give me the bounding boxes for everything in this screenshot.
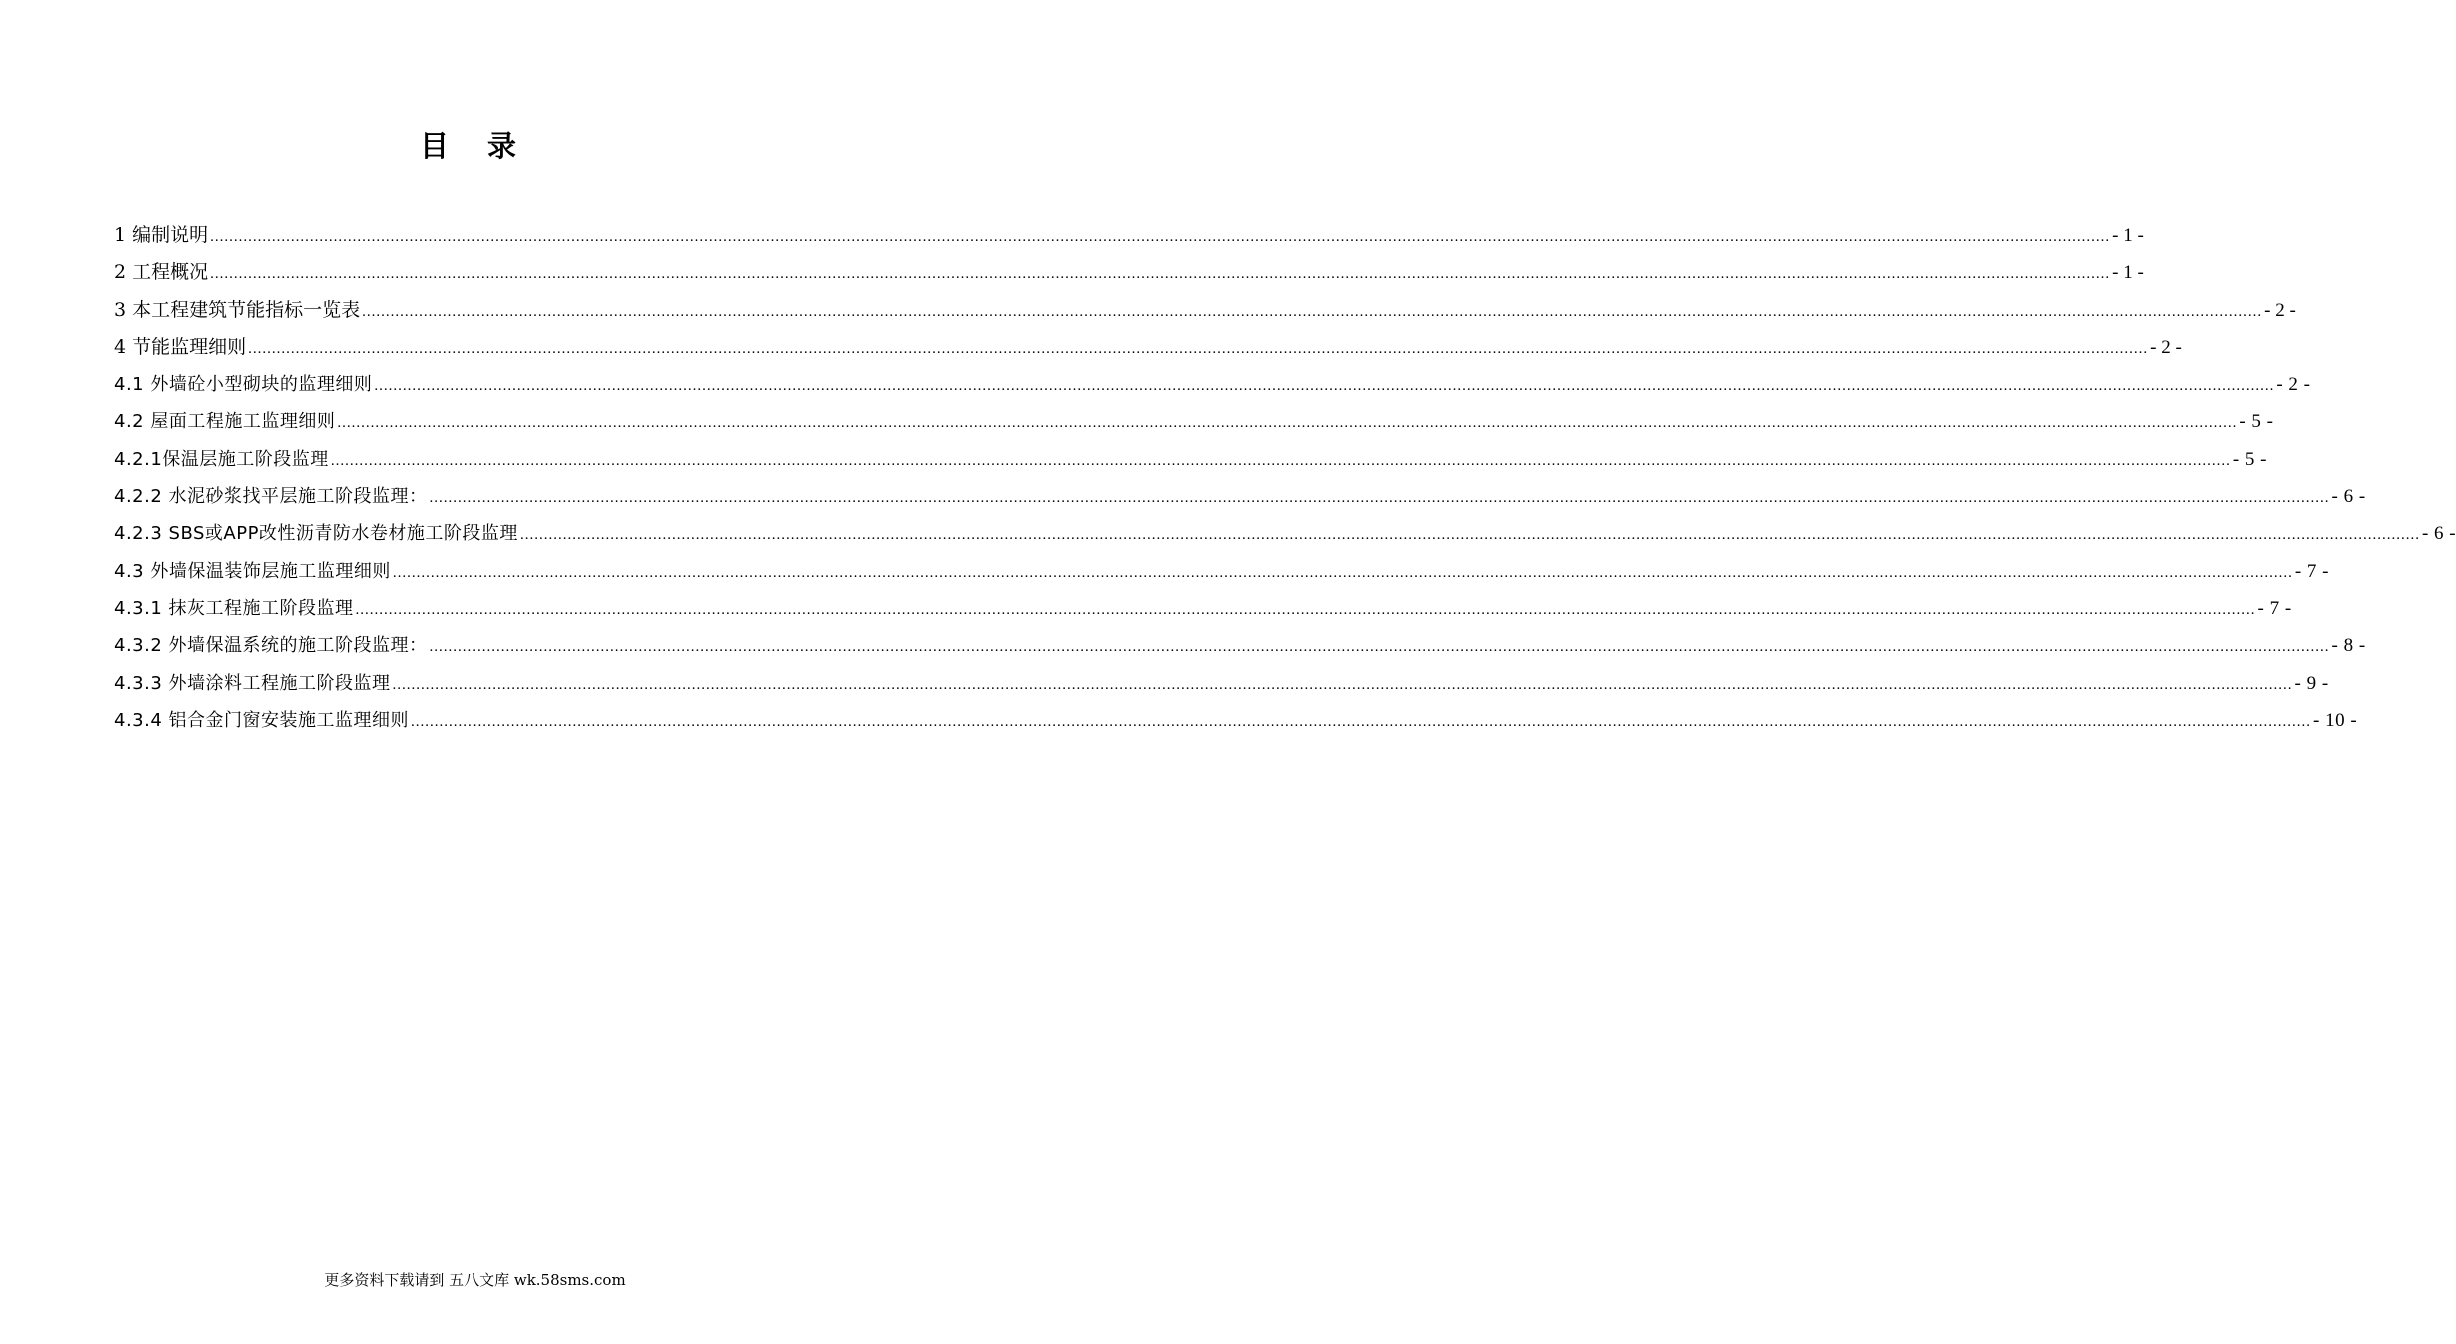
dot-leader: ................................................................................................................................................................................................................................................................................................................................................................................................................: [374, 378, 2275, 395]
toc-entry-text: 4 节能监理细则: [114, 335, 247, 358]
toc-entry-text: 4.3.4 铝合金门窗安装施工监理细则: [114, 709, 410, 731]
toc-page-number: - 2 -: [2264, 299, 2296, 321]
dot-leader: ................................................................................................................................................................................................................................................................................................................................................................................................................: [337, 415, 2238, 432]
toc-entry[interactable]: [114, 329, 2182, 366]
dot-leader: ................................................................................................................................................................................................................................................................................................................................................................................................................: [355, 601, 2256, 618]
toc-page-number: - 9 -: [2294, 672, 2329, 694]
toc-page-number: - 7 -: [2294, 560, 2330, 582]
toc-page-number: - 7 -: [2257, 597, 2292, 619]
toc-entry-text: 4.3.1 抹灰工程施工阶段监理: [114, 597, 354, 619]
toc-entry-text: 4.2 屋面工程施工监理细则: [114, 411, 336, 433]
toc-list: [114, 217, 2456, 739]
dot-leader: ................................................................................................................................................................................................................................................................................................................................................................................................................: [210, 229, 2111, 245]
toc-entry[interactable]: [114, 590, 2292, 627]
dot-leader: ................................................................................................................................................................................................................................................................................................................................................................................................................: [392, 564, 2293, 581]
page-footer: 更多资料下载请到 五八文库 wk.58sms.com: [324, 1271, 626, 1289]
toc-page-number: - 2 -: [2276, 374, 2311, 396]
toc-page-number: - 5 -: [2239, 411, 2274, 433]
dot-leader: ................................................................................................................................................................................................................................................................................................................................................................................................................: [248, 340, 2149, 357]
toc-entry-text: 3 本工程建筑节能指标一览表: [114, 298, 361, 321]
toc-entry[interactable]: [114, 441, 2267, 478]
dot-leader: ................................................................................................................................................................................................................................................................................................................................................................................................................: [429, 490, 2330, 507]
toc-page-number: - 10 -: [2313, 709, 2358, 731]
toc-entry-text: 4.3.3 外墙涂料工程施工阶段监理: [114, 672, 391, 694]
toc-page-number: - 1 -: [2112, 262, 2144, 284]
toc-entry[interactable]: [114, 403, 2274, 440]
dot-leader: ................................................................................................................................................................................................................................................................................................................................................................................................................: [519, 527, 2420, 544]
dot-leader: ................................................................................................................................................................................................................................................................................................................................................................................................................: [362, 303, 2263, 320]
toc-page-number: - 6 -: [2421, 523, 2456, 545]
toc-entry[interactable]: [114, 627, 2366, 664]
toc-entry[interactable]: [114, 515, 2456, 552]
toc-page-number: - 8 -: [2331, 635, 2366, 657]
toc-entry[interactable]: [114, 254, 2144, 291]
toc-entry-text: 4.1 外墙砼小型砌块的监理细则: [114, 374, 373, 396]
toc-entry[interactable]: [114, 366, 2311, 403]
toc-page-number: - 5 -: [2232, 448, 2267, 470]
toc-page-number: - 2 -: [2150, 336, 2182, 358]
toc-entry[interactable]: [114, 702, 2358, 739]
toc-entry-text: 2 工程概况: [114, 261, 209, 284]
dot-leader: ................................................................................................................................................................................................................................................................................................................................................................................................................: [330, 452, 2231, 469]
dot-leader: ................................................................................................................................................................................................................................................................................................................................................................................................................: [411, 713, 2312, 730]
toc-entry-text: 1 编制说明: [114, 224, 209, 246]
toc-entry-text: 4.2.1保温层施工阶段监理: [114, 448, 329, 470]
toc-entry[interactable]: [114, 292, 2296, 329]
toc-page-number: - 1 -: [2112, 225, 2144, 246]
toc-entry-text: 4.3 外墙保温装饰层施工监理细则: [114, 560, 391, 582]
toc-entry-text: 4.2.3 SBS或APP改性沥青防水卷材施工阶段监理: [114, 523, 518, 545]
dot-leader: ................................................................................................................................................................................................................................................................................................................................................................................................................: [392, 676, 2293, 693]
toc-entry-text: 4.3.2 外墙保温系统的施工阶段监理：: [114, 635, 428, 657]
toc-entry[interactable]: [114, 553, 2330, 590]
toc-page-number: - 6 -: [2331, 486, 2366, 508]
dot-leader: ................................................................................................................................................................................................................................................................................................................................................................................................................: [210, 266, 2111, 283]
toc-entry[interactable]: [114, 478, 2366, 515]
toc-entry[interactable]: [114, 217, 2144, 254]
toc-title: 目 录: [419, 129, 531, 163]
toc-entry-text: 4.2.2 水泥砂浆找平层施工阶段监理：: [114, 486, 428, 508]
dot-leader: ................................................................................................................................................................................................................................................................................................................................................................................................................: [429, 639, 2330, 656]
toc-entry[interactable]: [114, 665, 2329, 702]
